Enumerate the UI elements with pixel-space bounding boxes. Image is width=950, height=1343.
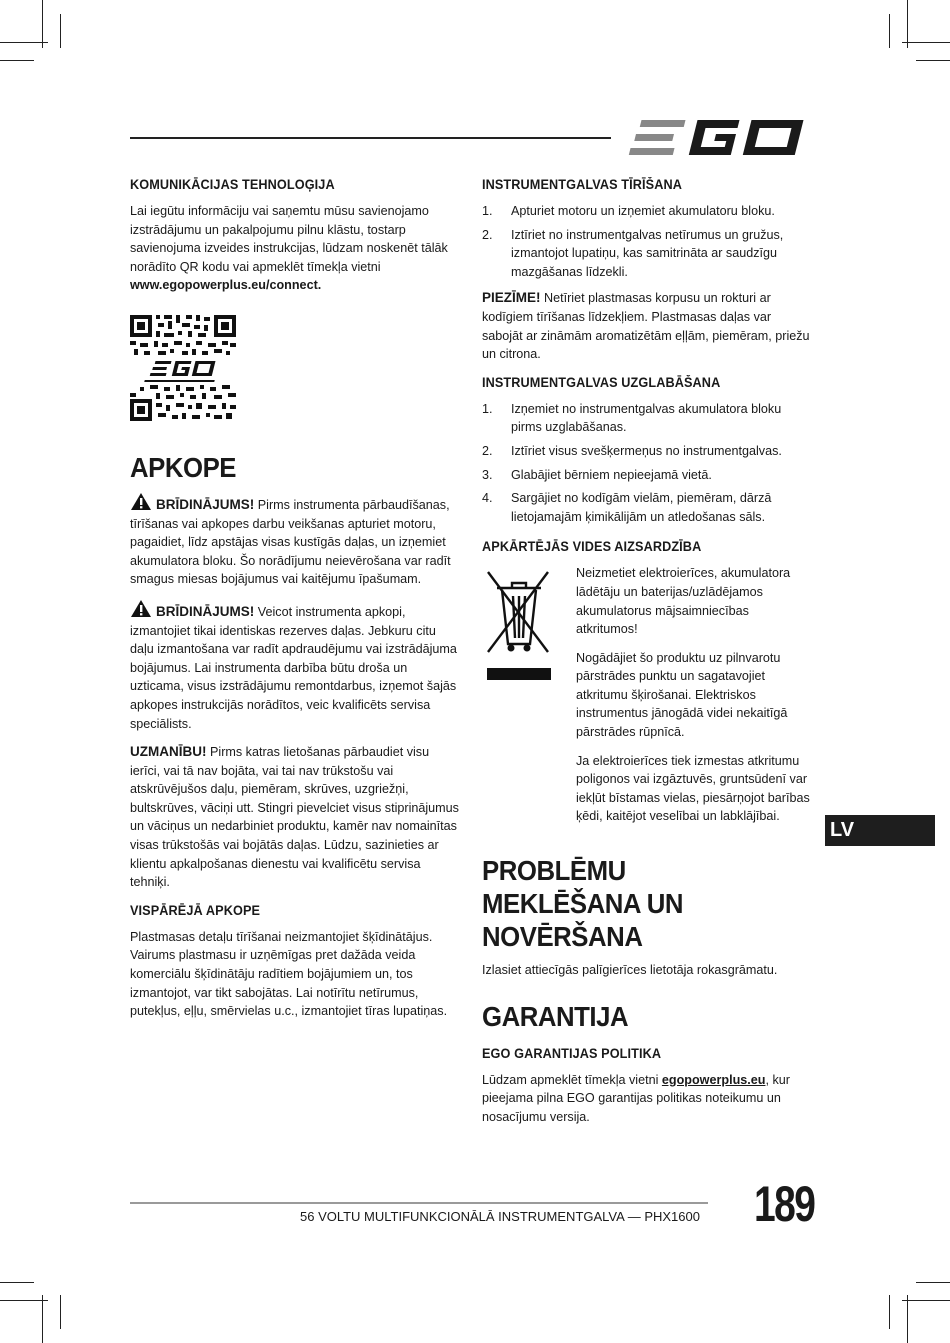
warning-1-text: Pirms instrumenta pārbaudīšanas, tīrīšanas vai apkopes darbu veikšanas apturiet motoru, pagaidiet, līdz apstājas visas kustīgās daļas, un izņemiet akumulatora bloku. Šo norādījumu neievērošana var radīt smagus miesas bojājumus vai kaitējumu īpašumam. [130,497,451,587]
right-column [482,176,812,1136]
footer-rule [130,1202,708,1204]
list-item [482,400,812,437]
note-text: Netīriet plastmasas korpusu un rokturi ar kodīgiem tīrīšanas līdzekļiem. Plastmasas daļas var sabojāt ar zināmām aromatizētām eļļām, piemēram, priežu un citrona. [482,291,810,362]
crop-mark [60,14,61,48]
step-text: Apturiet motoru un izņemiet akumulatoru bloku. [511,204,775,218]
step-text: Iztīriet no instrumentgalvas netīrumus un gružus, izmantojot lupatiņu, kas samitrināta ar saudzīgu mazgāšanas līdzekli. [511,227,784,279]
caution-label: UZMANĪBU! [130,744,207,760]
footer-text: 56 VOLTU MULTIFUNKCIONĀLĀ INSTRUMENTGALVA — PHX1600 [300,1209,700,1224]
crop-mark [916,60,950,61]
step-number: 1. [482,401,493,416]
environment-heading: APKĀRTĒJĀS VIDES AIZSARDZĪBA [482,539,702,555]
list-item [482,202,812,221]
crop-mark [42,0,43,48]
environment-block [482,564,812,836]
warning-1 [130,492,460,589]
crop-mark [0,42,48,43]
step-text: Iztīriet visus svešķermeņus no instrumentgalvas. [511,443,782,458]
step-number: 2. [482,227,493,242]
warning-2 [130,599,460,733]
cleaning-note [482,289,812,363]
list-item [482,442,812,461]
warranty-link[interactable]: egopowerplus.eu [661,1072,766,1087]
crop-mark [0,60,34,61]
crossed-bin-icon [482,568,556,680]
warning-triangle-icon [130,492,152,511]
warranty-text-after: , kur pieejama pilna EGO garantijas politikas noteikumu un nosacījumu versija. [482,1072,790,1124]
caution-text: Pirms katras lietošanas pārbaudiet visu ierīci, vai tā nav bojāta, vai tai nav trūkstošu vai atskrūvējušos daļu, piemēram, skrūves, uzgriežņi, bultskrūves, vāciņi utt. Stingri pievelciet visus stiprinājumus un vāciņus un nedarbiniet produktu, kamēr nav nomainītas visas trūkstošās vai bojātās daļas. Lūdzu, sazinieties ar klientu apkalpošanas dienestu vai kvalificētu servisa tehniķi. [130,745,459,890]
warranty-text-before: Lūdzam apmeklēt tīmekļa vietni [482,1072,659,1087]
weee-symbol [482,564,576,836]
environment-p3: Ja elektroierīces tiek izmestas atkritumu poligonos vai izgāztuvēs, gruntsūdenī var iekļūt bīstamas vielas, piesārņojot barības ķēdi, kaitējot veselībai un labklājībai. [576,753,810,824]
connectivity-url[interactable]: www.egopowerplus.eu/connect. [130,278,322,293]
cleaning-heading: INSTRUMENTGALVAS TĪRĪŠANA [482,177,682,192]
crop-mark [889,1295,890,1329]
crop-mark [42,1295,43,1343]
warning-2-text: Veicot instrumenta apkopi, izmantojiet tikai identiskas rezerves daļas. Jebkuru citu daļu izmantošana var radīt apdraudējumu vai izstrādājuma bojājumus. Lai instrumenta darbība būtu droša un uzticama, visus izstrādājumu remontdarbus, izņemot šajās apkopes instrukcijās norādītos, veic kvalificēts servisa speciālists. [130,604,457,731]
maintenance-title: APKOPE [130,451,237,483]
storage-steps [482,400,812,527]
crop-mark [916,1282,950,1283]
crop-mark [907,0,908,48]
general-maintenance-heading: VISPĀRĒJĀ APKOPE [130,902,261,918]
warning-triangle-icon [130,599,152,618]
caution [130,743,460,892]
general-maintenance-text: Plastmasas detaļu tīrīšanai neizmantojiet šķīdinātājus. Vairums plastmasu ir uzņēmīgas pret dažāda veida komerciālu šķīdinātāju radītiem bojājumiem un, tos izmantojot, var tikt sabojātas. Lai notīrītu netīrumus, putekļus, eļļu, smērvielas u.c., izmantojiet tīras lupatiņas. [130,929,448,1019]
environment-text [576,564,812,836]
storage-heading: INSTRUMENTGALVAS UZGLABĀŠANA [482,374,721,390]
environment-p1: Neizmetiet elektroierīces, akumulatora lādētāju un baterijas/uzlādējamos akumulatorus mājsaimniecības atkritumos! [576,566,791,637]
connectivity-text [130,202,460,295]
crop-mark [0,1300,48,1301]
list-item [482,226,812,282]
troubleshooting-text: Izlasiet attiecīgās palīgierīces lietotāja rokasgrāmatu. [482,963,778,978]
connectivity-heading: KOMUNIKĀCIJAS TEHNOLOĢIJA [130,177,335,192]
left-column [130,176,460,1031]
warning-1-label: BRĪDINĀJUMS! [156,496,255,512]
environment-p2: Nogādājiet šo produktu uz pilnvarotu pārstrādes punktu un sagatavojiet atkritumu šķirošanai. Elektriskos instrumentus jānogādā videi nekaitīgā pārstrādes rūpnīcā. [576,650,788,740]
qr-code[interactable] [130,315,236,421]
page-number: 189 [754,1176,815,1232]
warranty-title: GARANTIJA [482,1000,629,1032]
step-number: 1. [482,204,493,218]
connectivity-body: Lai iegūtu informāciju vai saņemtu mūsu savienojamo izstrādājumu un pakalpojumu pilnu klāstu, tostarp savienojuma izveides instrukcijas, lūdzam noskenēt tālāk norādīto QR kodu vai apmeklēt tīmekļa vietni [130,204,448,274]
step-number: 3. [482,467,493,482]
list-item [482,489,812,526]
step-number: 2. [482,443,493,458]
crop-mark [0,1282,34,1283]
crop-mark [889,14,890,48]
crop-mark [907,1295,908,1343]
list-item [482,466,812,485]
step-text: Glabājiet bērniem nepieejamā vietā. [511,467,712,482]
warning-2-label: BRĪDINĀJUMS! [156,603,255,619]
cleaning-steps [482,202,812,281]
warranty-heading: EGO GARANTIJAS POLITIKA [482,1045,662,1061]
step-text: Sargājiet no kodīgām vielām, piemēram, dārzā lietojamajām ķimikālijām un atledošanas sāls. [511,491,772,524]
ego-logo [628,118,812,158]
crop-mark [902,1300,950,1301]
note-label: PIEZĪME! [482,290,541,306]
header-rule [130,137,611,139]
warranty-text [482,1071,812,1127]
troubleshooting-title: PROBLĒMU MEKLĒŠANA UN NOVĒRŠANA [482,855,684,953]
step-text: Izņemiet no instrumentgalvas akumulatora bloku pirms uzglabāšanas. [511,401,782,435]
crop-mark [60,1295,61,1329]
crop-mark [902,42,950,43]
step-number: 4. [482,491,493,506]
language-tab: LV [825,815,935,846]
